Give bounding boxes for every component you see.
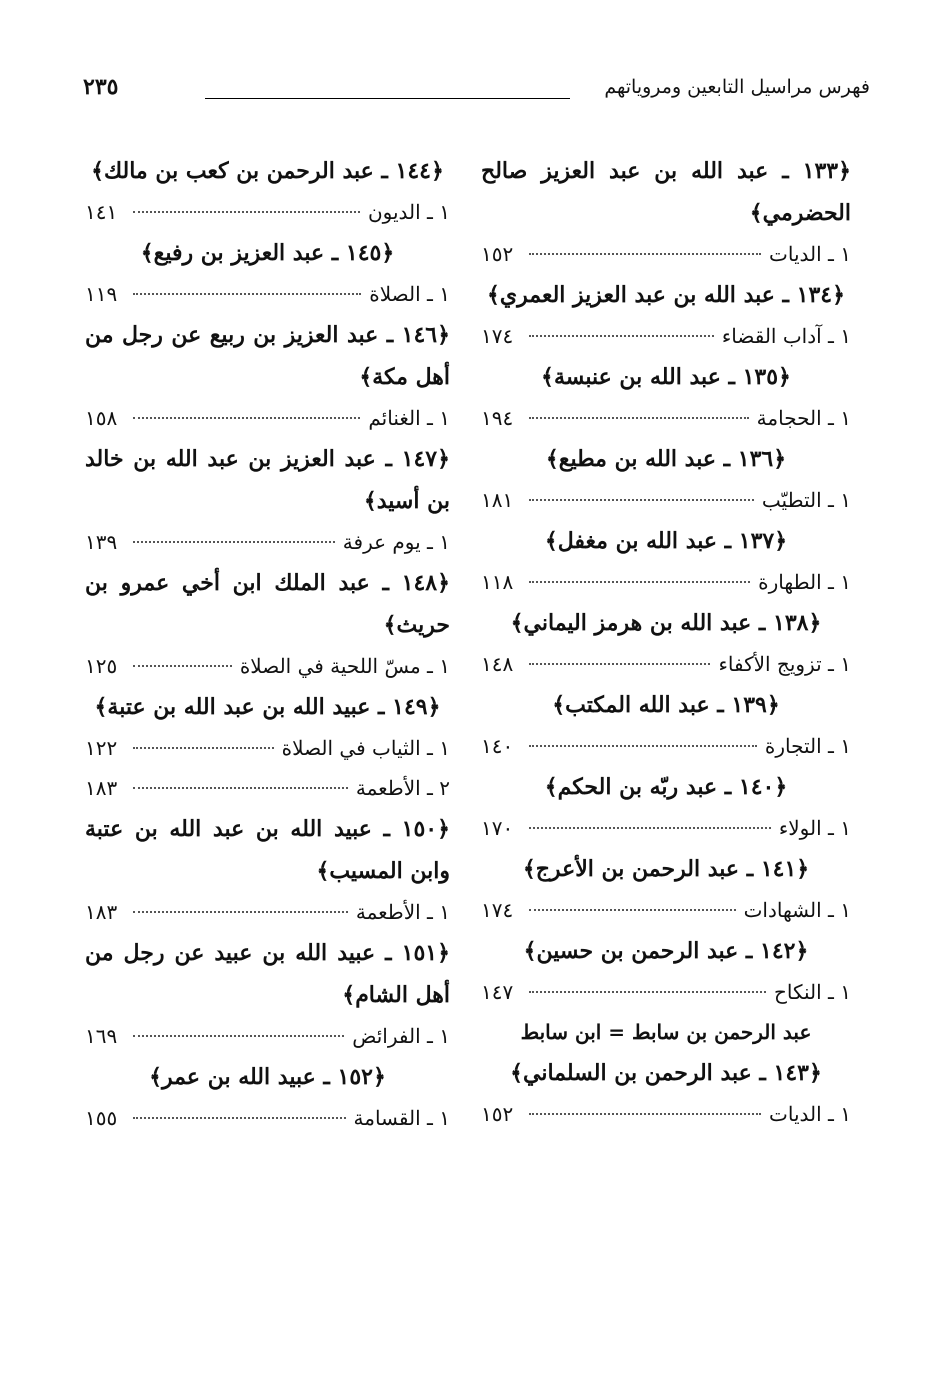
entry-page-number: ١١٨ [481,570,514,594]
entry-topic: ٢ ـ الأطعمة [355,776,450,800]
dot-leader [529,663,710,665]
narrator-heading: ﴿١٣٦ ـ عبد الله بن مطيع﴾ [545,446,787,472]
entry-topic: ١ ـ يوم عرفة [342,530,450,554]
index-entry [85,768,450,808]
entry-topic: ١ ـ الغنائم [368,406,450,430]
dot-leader [133,211,360,213]
index-entry [85,522,450,562]
index-entry [481,480,851,520]
index-entry [85,1098,450,1138]
narrator-heading: ﴿١٤٨ ـ عبد الملك ابن أخي عمرو بن حريث﴾ [85,570,450,638]
index-entry [481,972,851,1012]
cross-reference-note: عبد الرحمن بن سابط = ابن سابط [520,1020,812,1044]
narrator-heading: ﴿١٤٥ ـ عبد العزيز بن رفيع﴾ [140,240,395,266]
index-entry [481,644,851,684]
entry-page-number: ١٨١ [481,488,514,512]
entry-page-number: ١٢٢ [85,736,118,760]
entry-page-number: ١٥٢ [481,242,514,266]
index-column-left [85,150,450,1138]
entry-topic: ١ ـ الأطعمة [355,900,450,924]
narrator-heading: ﴿١٤٧ ـ عبد العزيز بن عبد الله بن خالد بن أسيد﴾ [85,446,450,514]
index-entry [481,808,851,848]
page-number: ٢٣٥ [83,74,119,100]
entry-topic: ١ ـ التطيّب [761,488,851,512]
entry-page-number: ١٨٣ [85,776,118,800]
narrator-heading: ﴿١٣٥ ـ عبد الله بن عنبسة﴾ [541,364,791,390]
dot-leader [133,1117,346,1119]
dot-leader [529,909,736,911]
index-entry [481,398,851,438]
entry-topic: ١ ـ الديات [769,1102,851,1126]
entry-page-number: ١٤٧ [481,980,514,1004]
entry-topic: ١ ـ الصلاة [369,282,450,306]
narrator-heading: ﴿١٤١ ـ عبد الرحمن بن الأعرج﴾ [522,856,810,882]
dot-leader [529,827,771,829]
index-entry [481,1094,851,1134]
dot-leader [133,747,274,749]
narrator-heading: ﴿١٥٠ ـ عبيد الله بن عبد الله بن عتبة وابن المسيب﴾ [85,816,450,884]
entry-topic: ١ ـ الثياب في الصلاة [281,736,450,760]
narrator-heading: ﴿١٥١ ـ عبيد الله بن عبيد عن رجل من أهل الشام﴾ [85,940,450,1008]
narrator-heading: ﴿١٤٤ ـ عبد الرحمن بن كعب بن مالك﴾ [91,158,444,184]
narrator-heading: ﴿١٤٩ ـ عبيد الله بن عبد الله بن عتبة﴾ [94,694,441,720]
narrator-heading: ﴿١٣٣ ـ عبد الله بن عبد العزيز صالح الحضرمي﴾ [481,158,851,226]
entry-topic: ١ ـ القسامة [353,1106,450,1130]
entry-topic: ١ ـ الولاء [778,816,851,840]
dot-leader [529,991,766,993]
index-entry [85,1016,450,1056]
entry-page-number: ١٧٠ [481,816,514,840]
entry-page-number: ١٣٩ [85,530,118,554]
entry-topic: ١ ـ الديون [367,200,450,224]
index-entry [85,646,450,686]
dot-leader [133,541,335,543]
narrator-heading: ﴿١٣٧ ـ عبد الله بن مغفل﴾ [544,528,788,554]
entry-page-number: ١٤١ [85,200,118,224]
entry-page-number: ١٤٨ [481,652,514,676]
narrator-heading: ﴿١٥٢ ـ عبيد الله بن عمر﴾ [149,1064,386,1090]
running-header [75,76,870,106]
entry-topic: ١ ـ الحجامة [756,406,851,430]
index-entry [481,890,851,930]
narrator-heading: ﴿١٣٨ ـ عبد الله بن هرمز اليماني﴾ [510,610,822,636]
narrator-heading: ﴿١٤٢ ـ عبد الرحمن بن حسين﴾ [523,938,809,964]
entry-topic: ١ ـ الطهارة [758,570,851,594]
index-entry [85,892,450,932]
index-entry [85,398,450,438]
dot-leader [529,499,754,501]
entry-page-number: ١٩٤ [481,406,514,430]
entry-page-number: ١٤٠ [481,734,514,758]
entry-page-number: ١٢٥ [85,654,118,678]
dot-leader [529,417,749,419]
index-entry [481,562,851,602]
entry-page-number: ١١٩ [85,282,118,306]
narrator-heading: ﴿١٤٣ ـ عبد الرحمن بن السلماني﴾ [510,1060,822,1086]
entry-page-number: ١٥٨ [85,406,118,430]
dot-leader [133,293,361,295]
entry-topic: ١ ـ الديات [769,242,851,266]
entry-page-number: ١٨٣ [85,900,118,924]
dot-leader [133,1035,344,1037]
dot-leader [529,745,757,747]
narrator-heading: ﴿١٤٦ ـ عبد العزيز بن ربيع عن رجل من أهل مكة﴾ [85,322,450,390]
entry-topic: ١ ـ الفرائض [352,1024,450,1048]
entry-page-number: ١٥٥ [85,1106,118,1130]
dot-leader [529,1113,761,1115]
dot-leader [529,253,761,255]
index-entry [85,192,450,232]
index-entry [481,316,851,356]
entry-page-number: ١٦٩ [85,1024,118,1048]
header-rule [205,98,570,99]
entry-topic: ١ ـ النكاح [773,980,851,1004]
entry-topic: ١ ـ الشهادات [743,898,851,922]
index-entry [481,234,851,274]
narrator-heading: ﴿١٤٠ ـ عبد ربّه بن الحكم﴾ [544,774,788,800]
dot-leader [133,665,232,667]
index-entry [85,728,450,768]
entry-topic: ١ ـ تزويج الأكفاء [718,652,851,676]
entry-topic: ١ ـ التجارة [764,734,851,758]
running-header-title: فهرس مراسيل التابعين ومروياتهم [604,76,870,98]
dot-leader [133,417,360,419]
narrator-heading: ﴿١٣٤ ـ عبد الله بن عبد العزيز العمري﴾ [486,282,846,308]
entry-topic: ١ ـ مسّ اللحية في الصلاة [239,654,450,678]
index-entry [85,274,450,314]
index-column-right [481,150,851,1134]
dot-leader [529,581,750,583]
entry-topic: ١ ـ آداب القضاء [721,324,851,348]
dot-leader [133,911,348,913]
dot-leader [133,787,348,789]
narrator-heading: ﴿١٣٩ ـ عبد الله المكتب﴾ [552,692,780,718]
entry-page-number: ١٧٤ [481,898,514,922]
dot-leader [529,335,714,337]
index-entry [481,726,851,766]
entry-page-number: ١٥٢ [481,1102,514,1126]
entry-page-number: ١٧٤ [481,324,514,348]
